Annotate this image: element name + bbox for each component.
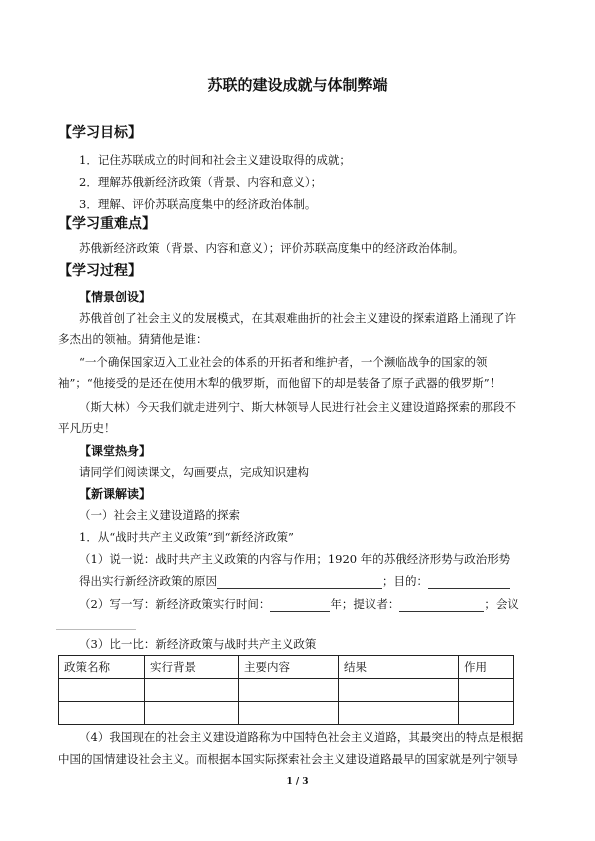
question-1-line xyxy=(79,573,510,589)
table-header-cell: 政策名称 xyxy=(59,656,145,679)
table-cell[interactable] xyxy=(59,702,145,725)
table-header-cell: 实行背景 xyxy=(145,656,239,679)
proposer-answer-blank[interactable] xyxy=(399,598,484,612)
lesson-part-title: （一）社会主义建设道路的探索 xyxy=(79,508,240,522)
scene-quote-line: “一个确保国家迈入工业社会的体系的开拓者和维护者，一个濒临战争的国家的领 xyxy=(79,355,488,369)
document-title: 苏联的建设成就与体制弊端 xyxy=(207,76,388,94)
question-1-purpose-label: ；目的： xyxy=(382,574,428,588)
question-2-time-label: （2）写一写：新经济政策实行时间： xyxy=(79,597,271,611)
table-cell[interactable] xyxy=(239,702,339,725)
question-1-line: （1）说一说：战时共产主义政策的内容与作用；1920 年的苏俄经济形势与政治形势 xyxy=(79,552,511,566)
table-cell[interactable] xyxy=(459,702,514,725)
comparison-table xyxy=(58,655,514,725)
question-2-proposer-label: 年；提议者： xyxy=(330,597,400,611)
table-cell[interactable] xyxy=(339,679,459,702)
question-4-line: （4）我国现在的社会主义建设道路称为中国特色社会主义道路，其最突出的特点是根据 xyxy=(79,730,524,744)
goal-item: 2．理解苏俄新经济政策（背景、内容和意义）； xyxy=(79,175,323,189)
table-cell[interactable] xyxy=(145,702,239,725)
heading-new-lesson: 【新课解读】 xyxy=(79,487,152,501)
table-header-cell: 结果 xyxy=(339,656,459,679)
goal-item: 1．记住苏联成立的时间和社会主义建设取得的成就； xyxy=(79,153,351,167)
table-cell[interactable] xyxy=(459,679,514,702)
question-1-reason-label: 得出实行新经济政策的原因 xyxy=(79,574,217,588)
scene-paragraph-line: 平凡历史！ xyxy=(58,421,116,435)
table-cell[interactable] xyxy=(145,679,239,702)
question-2-line xyxy=(79,596,519,612)
question-2-meeting-label: ；会议 xyxy=(484,597,519,611)
heading-learning-process: 【学习过程】 xyxy=(58,263,142,279)
table-row xyxy=(59,679,514,702)
scene-paragraph-line: （斯大林）今天我们就走进列宁、斯大林领导人民进行社会主义建设道路探索的那段不 xyxy=(79,400,516,414)
heading-warmup: 【课堂热身】 xyxy=(79,444,152,458)
heading-key-points: 【学习重难点】 xyxy=(58,216,156,232)
scene-paragraph-line: 多杰出的领袖。猜猜他是谁： xyxy=(58,332,208,346)
table-cell[interactable] xyxy=(339,702,459,725)
question-4-line: 中国的国情建设社会主义。而根据本国实际探索社会主义建设道路最早的国家就是列宁领导 xyxy=(58,752,518,766)
table-header-cell: 主要内容 xyxy=(239,656,339,679)
table-header-cell: 作用 xyxy=(459,656,514,679)
table-cell[interactable] xyxy=(239,679,339,702)
time-answer-blank[interactable] xyxy=(270,598,330,612)
heading-scene: 【情景创设】 xyxy=(79,290,152,304)
scene-quote-line: 袖”；“他接受的是还在使用木犁的俄罗斯，而他留下的却是装备了原子武器的俄罗斯”！ xyxy=(58,376,502,390)
table-row xyxy=(59,702,514,725)
table-cell[interactable] xyxy=(59,679,145,702)
table-header-row xyxy=(59,656,514,679)
divider-line xyxy=(56,629,136,630)
purpose-answer-blank[interactable] xyxy=(428,575,510,589)
reason-answer-blank[interactable] xyxy=(217,575,382,589)
question-3-line: （3）比一比：新经济政策与战时共产主义政策 xyxy=(79,637,317,651)
goal-item: 3．理解、评价苏联高度集中的经济政治体制。 xyxy=(79,197,317,211)
key-points-text: 苏俄新经济政策（背景、内容和意义）；评价苏联高度集中的经济政治体制。 xyxy=(79,241,465,255)
scene-paragraph-line: 苏俄首创了社会主义的发展模式，在其艰难曲折的社会主义建设的探索道路上涌现了许 xyxy=(79,311,516,325)
heading-learning-goals: 【学习目标】 xyxy=(58,125,142,141)
page-number: 1 / 3 xyxy=(286,777,309,787)
warmup-text: 请同学们阅读课文，勾画要点，完成知识建构 xyxy=(79,465,309,479)
lesson-item-title: 1．从“战时共产主义政策”到“新经济政策” xyxy=(79,530,294,544)
